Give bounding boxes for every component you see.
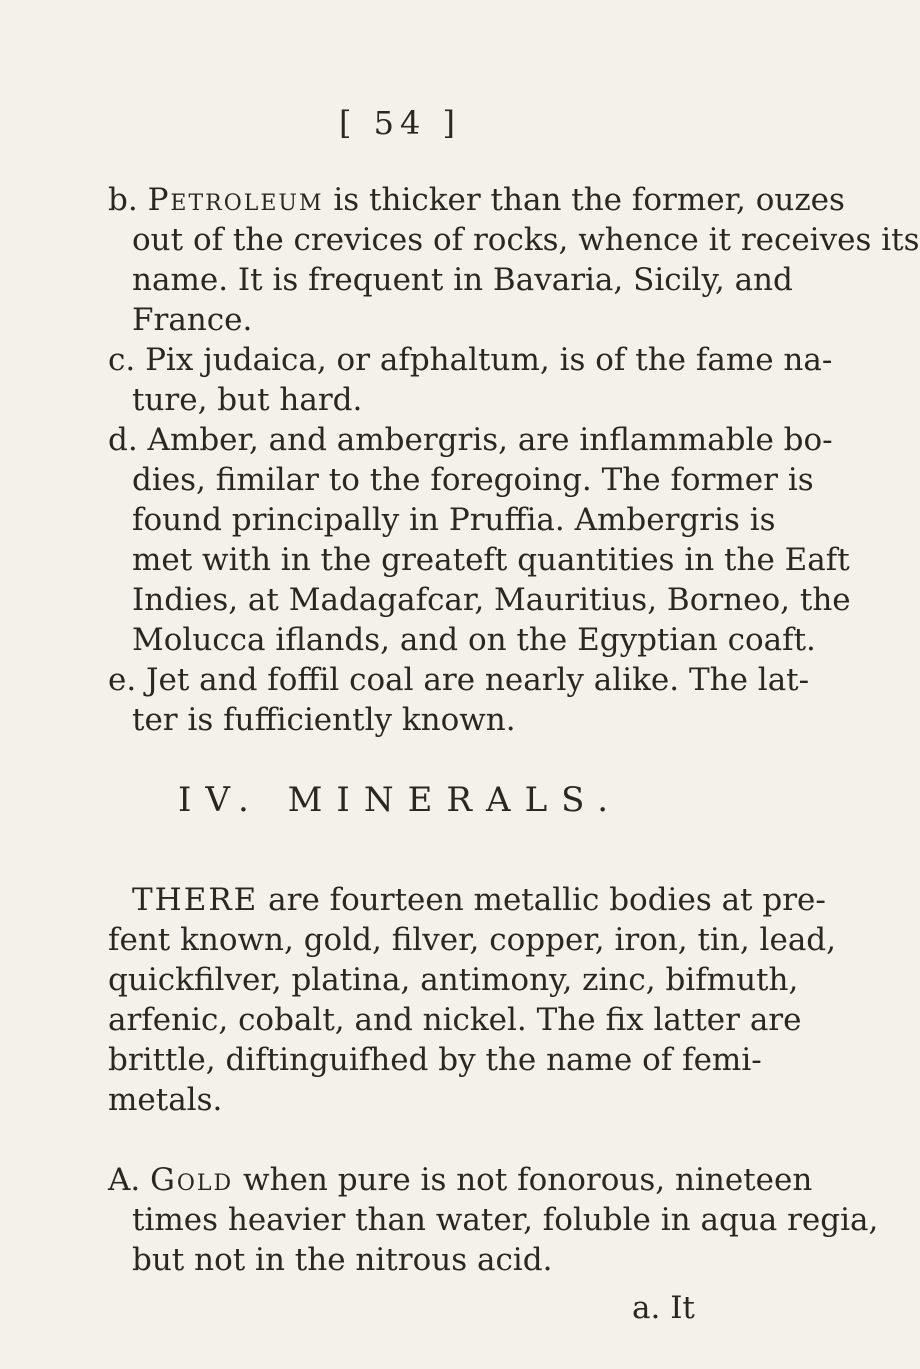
paragraph-b-line-3: name. It is frequent in Bavaria, Sicily, and bbox=[132, 262, 793, 298]
paragraph-d-line-5: Indies, at Madagafcar, Mauritius, Borneo, the bbox=[132, 582, 851, 618]
paragraph-d-line-1: d. Amber, and ambergris, are inflammable bo- bbox=[108, 422, 833, 458]
paragraph-c-line-1: c. Pix judaica, or afphaltum, is of the fame na- bbox=[108, 342, 833, 378]
paragraph-d-line-3: found principally in Pruffia. Ambergris is bbox=[132, 502, 776, 538]
paragraph-d-line-2: dies, fimilar to the foregoing. The former is bbox=[132, 462, 814, 498]
paragraph-b-line-1: b. Petroleum is thicker than the former, ouzes bbox=[108, 182, 845, 218]
paragraph-b-line-2: out of the crevices of rocks, whence it receives its bbox=[132, 222, 920, 258]
paragraph-c-line-2: ture, but hard. bbox=[132, 382, 363, 418]
paragraph-A-line-3: but not in the nitrous acid. bbox=[132, 1242, 553, 1278]
paragraph-b-line-4: France. bbox=[132, 302, 253, 338]
catchword: a. It bbox=[632, 1290, 695, 1326]
paragraph-e-line-1: e. Jet and foffil coal are nearly alike. The lat- bbox=[108, 662, 810, 698]
paragraph-there-line-5: brittle, diftinguifhed by the name of femi- bbox=[108, 1042, 762, 1078]
paragraph-A-line-1: A. Gold when pure is not fonorous, nineteen bbox=[108, 1162, 813, 1198]
paragraph-d-line-4: met with in the greateft quantities in the Eaft bbox=[132, 542, 850, 578]
drop-word: THERE bbox=[132, 882, 259, 918]
section-heading: IV. MINERALS. bbox=[177, 780, 623, 820]
paragraph-there-line-6: metals. bbox=[108, 1082, 223, 1118]
paragraph-A-line-2: times heavier than water, foluble in aqua regia, bbox=[132, 1202, 879, 1238]
paragraph-there-line-3: quickfilver, platina, antimony, zinc, bifmuth, bbox=[108, 962, 799, 998]
term-gold: Gold bbox=[150, 1162, 234, 1198]
page-number: [ 54 ] bbox=[338, 104, 462, 142]
paragraph-there-line-1: THERE are fourteen metallic bodies at pre- bbox=[132, 882, 826, 918]
paragraph-e-line-2: ter is fufficiently known. bbox=[132, 702, 516, 738]
term-petroleum: Petroleum bbox=[147, 182, 324, 218]
paragraph-d-line-6: Molucca iflands, and on the Egyptian coaft. bbox=[132, 622, 816, 658]
paragraph-there-line-2: fent known, gold, filver, copper, iron, tin, lead, bbox=[108, 922, 837, 958]
paragraph-there-line-4: arfenic, cobalt, and nickel. The fix latter are bbox=[108, 1002, 802, 1038]
